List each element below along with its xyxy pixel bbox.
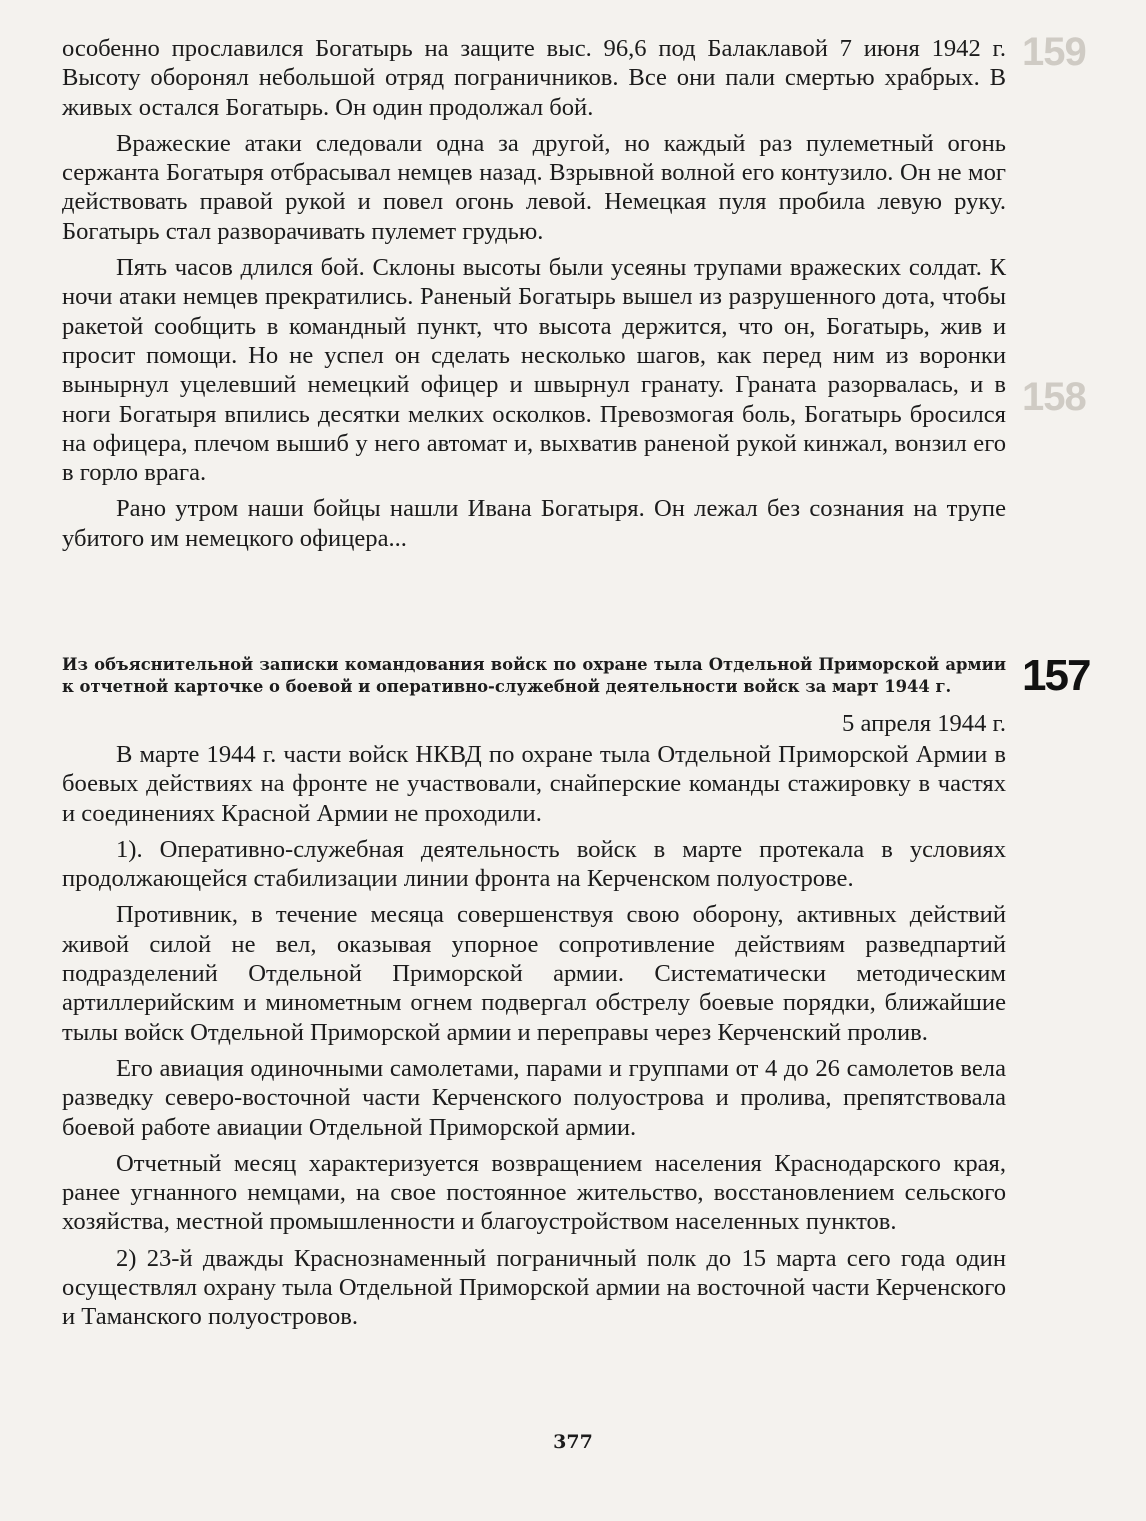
page-number: 377 [553,1431,593,1453]
document-heading: Из объяснительной записки командования войск по охране тыла Отдельной Приморской армии к отчетной карточке о боевой и оперативно-служебной деятельности войск за март 1944 г. [62,655,1006,696]
paragraph: 2) 23-й дважды Краснознаменный пограничный полк до 15 марта сего года один осуществлял охрану тыла Отдельной Приморской армии на восточной части Керченского и Таманского полуостровов. [62,1244,1006,1331]
paragraph: Его авиация одиночными самолетами, парами и группами от 4 до 26 самолетов вела разведку северо-восточной части Керченского полуострова и пролива, препятствовала боевой работе авиации Отдельной Приморской армии. [62,1054,1006,1141]
paragraph: Пять часов длился бой. Склоны высоты были усеяны трупами вражеских солдат. К ночи атаки немцев прекратились. Раненый Богатырь вышел из разрушенного дота, чтобы ракетой сообщить в командный пункт, что высота держится, что он, Богатырь, жив и просит помощи. Но не успел он сделать несколько шагов, как перед ним из воронки вынырнул уцелевший немецкий офицер и швырнул гранату. Граната разорвалась, и в ноги Богатыря впились десятки мелких осколков. Превозмогая боль, Богатырь бросился на офицера, плечом вышиб у него автомат и, выхватив раненой рукой кинжал, вонзил его в горло врага. [62,254,1006,487]
document-text-block [62,740,1006,1339]
paragraph: особенно прославился Богатырь на защите выс. 96,6 под Балаклавой 7 июня 1942 г. Высоту оборонял небольшой отряд пограничников. Все они пали смертью храбрых. В живых остался Богатырь. Он один продолжал бой. [62,35,1006,121]
narrative-text-block [62,34,1006,560]
paragraph: В марте 1944 г. части войск НКВД по охране тыла Отдельной Приморской Армии в боевых действиях на фронте не участвовали, снайперские команды стажировку в частях и соединениях Красной Армии не проходили. [62,741,1006,827]
document-date: 5 апреля 1944 г. [842,710,1006,737]
paragraph: Рано утром наши бойцы нашли Ивана Богатыря. Он лежал без сознания на трупе убитого им немецкого офицера... [62,495,1006,552]
paragraph: Отчетный месяц характеризуется возвращением населения Краснодарского края, ранее угнанного немцами, на свое постоянное жительство, восстановлением сельского хозяйства, местной промышленности и благоустройством населенных пунктов. [62,1149,1006,1236]
paragraph: 1). Оперативно-служебная деятельность войск в марте протекала в условиях продолжающейся стабилизации линии фронта на Керченском полуострове. [62,835,1006,893]
document-number: 157 [1022,651,1090,700]
paragraph: Противник, в течение месяца совершенствуя свою оборону, активных действий живой силой не вел, оказывая упорное сопротивление действиям разведпартий подразделений Отдельной Приморской армии. Систематически методическим артиллерийским и минометным огнем подвергал обстрелу боевые порядки, ближайшие тылы войск Отдельной Приморской армии и переправы через Керченский пролив. [62,901,1006,1046]
bleed-through-margin-number: 158 [1022,375,1086,419]
bleed-through-margin-number: 159 [1022,30,1086,74]
paragraph: Вражеские атаки следовали одна за другой, но каждый раз пулеметный огонь сержанта Богатыря отбрасывал немцев назад. Взрывной волной его контузило. Он не мог действовать правой рукой и повел огонь левой. Немецкая пуля пробила левую руку. Богатырь стал разворачивать пулемет грудью. [62,129,1006,245]
